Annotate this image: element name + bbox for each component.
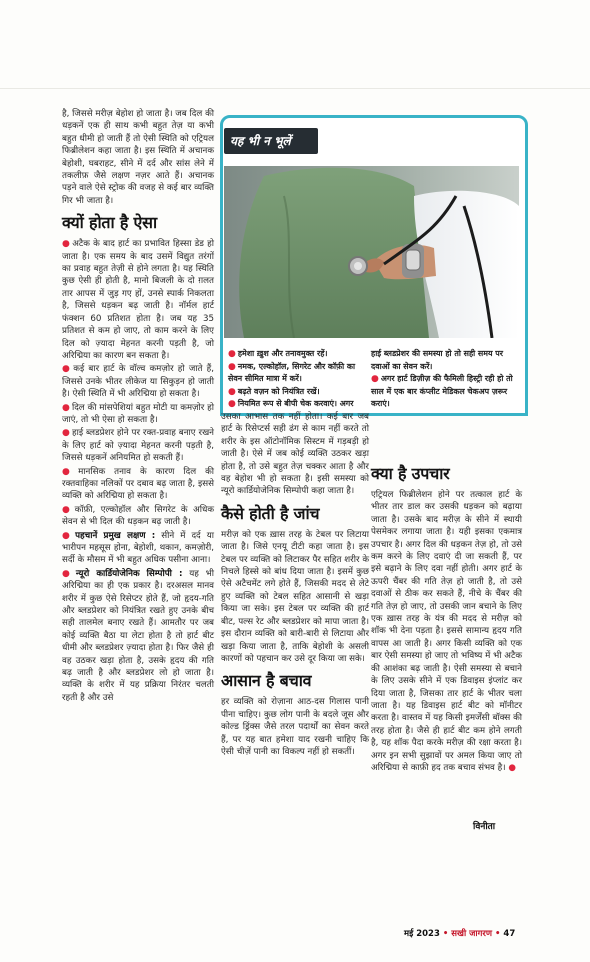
prevention-paragraph: हर व्यक्ति को रोज़ाना आठ-दस गिलास पानी पीना चाहिए। कुछ लोग पानी के बदले जूस और कोल्ड ड्रिंक्स जैसे तरल पदार्थों का सेवन करते हैं, पर यह बात हमेशा याद रखनी चाहिए कि ऐसी चीज़ें पानी का विकल्प नहीं हो सकतीं।	[221, 697, 369, 757]
bullet-icon: ●	[62, 364, 72, 375]
reminder-list-right	[371, 348, 516, 411]
section-heading-treatment: क्या है उपचार	[371, 464, 450, 483]
photo-illustration	[224, 166, 519, 338]
bullet-icon: ●	[62, 402, 70, 413]
reminder-item: ● अगर हार्ट डिज़ीज़ की फैमिली हिस्ट्री रही हो तो साल में एक बार कंप्लीट मेडिकल चेकअप ज़रूर कराएं।	[371, 374, 513, 409]
page-footer	[404, 928, 515, 939]
footer-separator: •	[495, 929, 501, 939]
bullet-icon: ●	[62, 428, 71, 439]
cause-paragraph: ● कई बार हार्ट के वॉल्व कमज़ोर हो जाते हैं, जिससे उनके भीतर लीकेज या सिकुड़न हो जाती है। ऐसी स्थिति में भी अरिद्मिया हो सकता है।	[62, 364, 214, 400]
bullet-icon: ●	[228, 399, 236, 410]
top-divider	[0, 88, 590, 89]
intro-paragraph: है, जिससे मरीज़ बेहोश हो जाता है। जब दिल की धड़कनें एक ही साथ कभी बहुत तेज़ या कभी बहुत धीमी हो जाती हैं तो ऐसी स्थिति को एट्रियल फिब्रीलेशन कहा जाता है। इस स्थिति में अचानक बेहोशी, घबराहट, सीने में दर्द और सांस लेने में तकलीफ़ जैसे लक्षण नज़र आते हैं। अचानक पड़ने वाले ऐसे स्ट्रोक की वजह से कई बार व्यक्ति गिर भी जाता है।	[62, 109, 214, 206]
symptoms-paragraph: ● पहचानें प्रमुख लक्षण : सीने में दर्द या भारीपन महसूस होना, बेहोशी, थकान, कमज़ोरी, सर्दी के मौसम में भी बहुत अधिक पसीना आना।	[62, 530, 214, 566]
treatment-paragraph: एट्रियल फिब्रीलेशन होने पर तत्काल हार्ट के भीतर तार डाल कर उसकी धड़कन को बढ़ाया जाता है। उसके बाद मरीज़ के सीने में स्थायी पेसमेकर लगाया जाता है। यही इसका एकमात्र उपचार है। अगर दिल की धड़कन तेज़ हो, तो उसे कम करने के लिए दवाएं दी जा सकती हैं, पर इसे बढ़ाने के लिए दवा नहीं होती। अगर हार्ट के ऊपरी चैंबर की गति तेज़ हो जाती है, तो उसे दवाओं से ठीक कर सकते हैं, नीचे के चैंबर की गति तेज़ हो जाए, तो उसकी जान बचाने के लिए एक ख़ास तरह के यंत्र की मदद से मरीज़ को शॉक भी देना पड़ता है। इससे सामान्य हृदय गति वापस आ जाती है। अगर किसी व्यक्ति को एक बार ऐसी समस्या हो जाए तो भविष्य में भी अटैक की आशंका बढ़ जाती है। ऐसी समस्या से बचाने के लिए उसके सीने में एक डिवाइस इंप्लांट कर दिया जाता है, जिसका तार हार्ट के भीतर चला जाता है। यह डिवाइस हार्ट बीट को मॉनीटर करता है। वास्तव में यह किसी इमर्जेंसी बॉक्स की तरह होता है। जैसे ही हार्ट बीट कम होने लगती है, यह शॉक पैदा करके मरीज़ की रक्षा करता है। अगर इन सभी सुझावों पर अमल किया जाए तो अरिद्मिया से काफ़ी हद तक बचाव संभव है। ●	[371, 490, 522, 773]
end-mark-icon: ●	[508, 762, 516, 773]
reminder-item: ● हमेशा ख़ुश और तनावमुक्त रहें।	[228, 349, 328, 359]
bullet-icon: ●	[62, 239, 71, 250]
diagnosis-paragraph: मरीज़ को एक ख़ास तरह के टेबल पर लिटाया जाता है। जिसे एनयू टीटी कहा जाता है। इस टेबल पर व्यक्ति को लिटाकर पैर सहित शरीर के निचले हिस्से को बांध दिया जाता है। इसमें कुछ ऐसे अटैचमेंट लगे होते हैं, जिसकी मदद से लेटे हुए व्यक्ति को टेबल सहित आसानी से खड़ा किया जा सके। इस टेबल पर व्यक्ति की हार्ट बीट, पल्स रेट और ब्लडप्रेशर को मापा जाता है। इस दौरान व्यक्ति को बारी-बारी से लिटाया और खड़ा किया जाता है, ताकि बेहोशी के असली कारणों को पहचान कर उसे दूर किया जा सके।	[221, 529, 369, 664]
column-left	[62, 108, 214, 705]
issue-date: मई 2023	[404, 929, 440, 939]
author-name: विनीता	[473, 822, 496, 832]
syncope-paragraph: ● न्यूरो कार्डियोजेनिक सिम्पोपी : यह भी अरिद्मिया का ही एक प्रकार है। दरअसल मानव शरीर में कुछ ऐसे रिसेप्टर होते हैं, जो हृदय-गति और ब्लडप्रेशर को नियंत्रित रखते हुए उनके बीच सही तालमेल बनाए रखते हैं। आमतौर पर जब कोई व्यक्ति बैठा या लेटा होता है तो हार्ट बीट धीमी और ब्लडप्रेशर ज़्यादा होता है। फिर जैसे ही वह उठकर खड़ा होता है, उसके हृदय की गति बढ़ जाती है और ब्लडप्रेशर लो हो जाता है। व्यक्ति के शरीर में यह प्रक्रिया निरंतर चलती रहती है और उसे	[62, 568, 215, 703]
column-right	[371, 464, 522, 775]
column-middle	[221, 411, 369, 759]
section-heading-diagnosis: कैसे होती है जांच	[221, 503, 320, 523]
section-heading-why: क्यों होता है ऐसा	[62, 213, 157, 233]
doctor-stethoscope-photo	[224, 166, 519, 338]
page-number: 47	[503, 929, 516, 939]
bullet-icon: ●	[62, 504, 73, 515]
cause-paragraph: ● अटैक के बाद हार्ट का प्रभावित हिस्सा डेड हो जाता है। एक समय के बाद उसमें विद्युत तरंगों का प्रवाह बहुत तेज़ी से होने लगता है। यह स्थिति कुछ ऐसी ही होती है, मानो बिजली के दो ग़लत तार आपस में जुड़ गए हों, उनसे स्पार्क निकलता है, जिससे धड़कन बढ़ जाती है। नॉर्मल हार्ट फंक्शन 60 प्रतिशत होता है। जब यह 35 प्रतिशत से कम हो जाए, तो काम करने के लिए दिल को ज़्यादा मेहनत करनी पड़ती है, जो अरिद्मिया का कारण बन सकता है।	[62, 239, 214, 361]
bullet-icon: ●	[228, 361, 236, 372]
cause-paragraph: ● हाई ब्लडप्रेशर होने पर रक्त-प्रवाह बनाए रखने के लिए हार्ट को ज़्यादा मेहनत करनी पड़ती है, जिससे धड़कनें अनियमित हो सकती हैं।	[62, 428, 215, 464]
bullet-icon: ●	[62, 568, 74, 579]
cause-paragraph: ● कॉफ़ी, एल्कोहॉल और सिगरेट के अधिक सेवन से भी दिल की धड़कन बढ़ जाती है।	[62, 504, 214, 528]
reminder-item: ● नमक, एल्कोहॉल, सिगरेट और कॉफ़ी का सेवन सीमित मात्रा में करें।	[228, 361, 356, 384]
magazine-name: सखी जागरण	[451, 929, 493, 939]
bullet-icon: ●	[228, 386, 236, 397]
section-heading-prevention: आसान है बचाव	[221, 671, 312, 691]
bullet-icon: ●	[371, 374, 379, 385]
syncope-continued-paragraph: उसका आभास तक नहीं होता। कई बार जब हार्ट के रिसेप्टर्स सही ढंग से काम नहीं करते तो शरीर के इस ऑटोनॉमिक सिस्टम में गड़बड़ी हो जाती है। ऐसे में जब कोई व्यक्ति उठकर खड़ा होता है, तो उसे बहुत तेज़ चक्कर आता है और वह बेहोश भी हो सकता है। इसी समस्या को न्यूरो कार्डियोजेनिक सिम्पोपी कहा जाता है।	[221, 412, 369, 497]
bullet-icon: ●	[62, 530, 74, 541]
reminder-list-left	[228, 348, 363, 411]
footer-separator: •	[442, 929, 449, 939]
bullet-icon: ●	[62, 466, 77, 477]
reminder-item-continued: हाई ब्लडप्रेशर की समस्या हो तो सही समय पर दवाओं का सेवन करें।	[371, 349, 504, 371]
cause-paragraph: ● दिल की मांसपेशियां बहुत मोटी या कमज़ोर हो जाएं, तो भी ऐसा हो सकता है।	[62, 402, 215, 425]
bullet-icon: ●	[228, 349, 236, 359]
reminder-item: ● बढ़ते वज़न को नियंत्रित रखें।	[228, 386, 320, 397]
reminder-box-title: यह भी न भूलें	[230, 134, 291, 148]
cause-paragraph: ● मानसिक तनाव के कारण दिल की रक्तवाहिका नलिकों पर दबाव बढ़ जाता है, इससे व्यक्ति को अरिद्मिया हो सकता है।	[62, 466, 214, 502]
reminder-item: ● नियमित रूप से बीपी चेक करवाएं। अगर	[228, 399, 354, 410]
